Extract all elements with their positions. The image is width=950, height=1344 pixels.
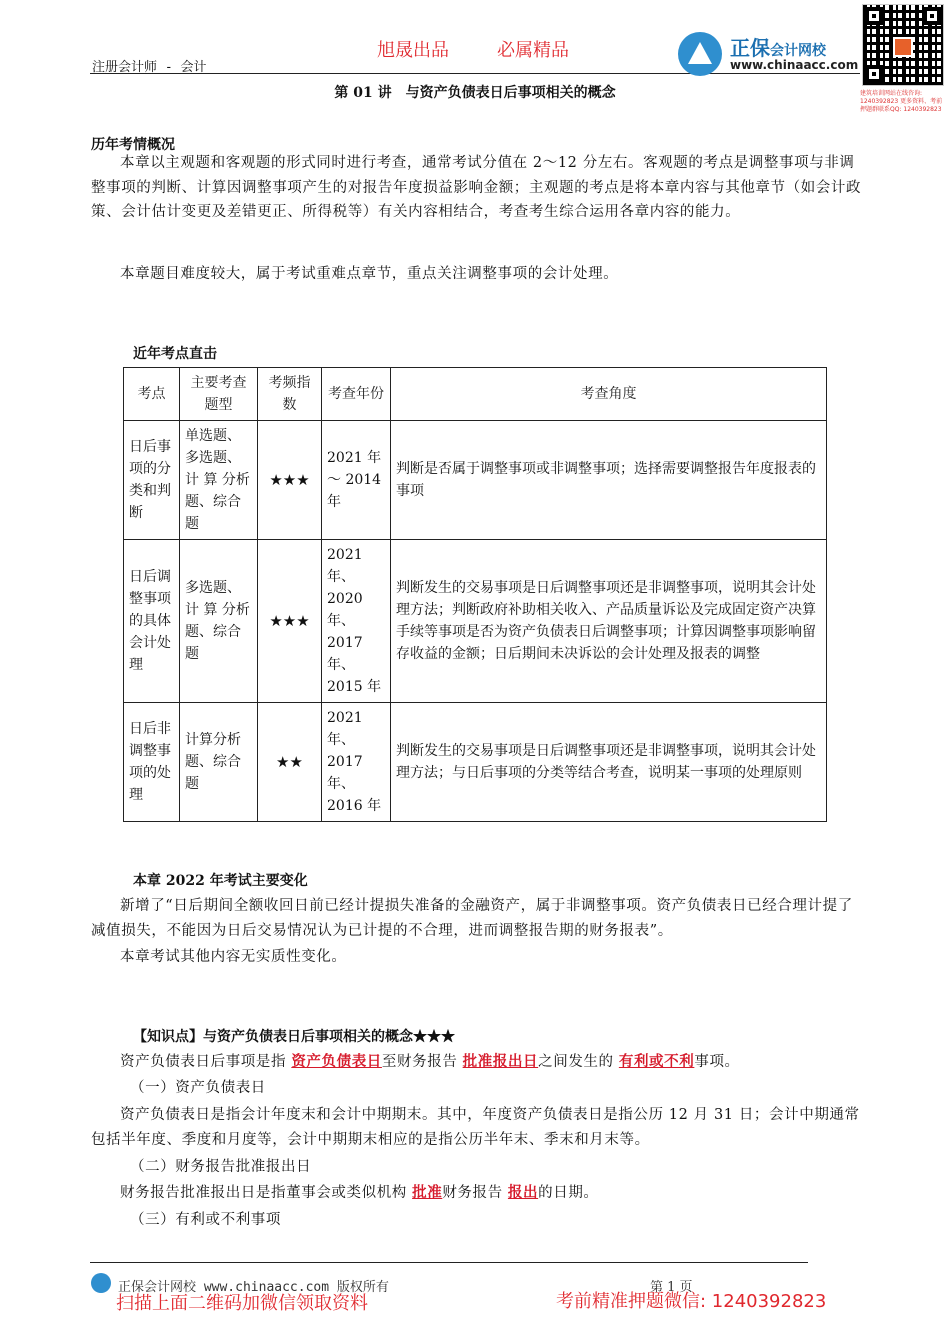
cell-point: 日后调整事项的具体会计处理 — [124, 540, 180, 703]
qr-center-logo-icon — [893, 37, 913, 57]
overview-paragraph-2: 本章题目难度较大，属于考试重难点章节，重点关注调整事项的会计处理。 — [120, 266, 619, 282]
qr-eye-icon — [923, 7, 941, 25]
footer-copyright: 正保会计网校 www.chinaacc.com 版权所有 — [118, 1280, 389, 1295]
table-row — [124, 421, 827, 540]
overview-title: 历年考情概况 — [91, 137, 175, 153]
cell-angle: 判断是否属于调整事项或非调整事项；选择需要调整报告年度报表的事项 — [391, 421, 827, 540]
definition-text: 至财务报告 — [381, 1054, 463, 1070]
table-title: 近年考点直击 — [133, 346, 217, 362]
qr-eye-icon — [865, 7, 883, 25]
lecture-title: 第 01 讲 与资产负债表日后事项相关的概念 — [334, 85, 616, 101]
cell-point: 日后非调整事项的处理 — [124, 703, 180, 822]
qr-eye-icon — [865, 65, 883, 83]
column-header: 考频指数 — [258, 368, 322, 421]
changes-paragraph-2: 本章考试其他内容无实质性变化。 — [120, 949, 347, 965]
cell-point: 日后事项的分类和判断 — [124, 421, 180, 540]
brand-logo-icon — [678, 32, 722, 76]
highlight-favorable: 有利或不利 — [618, 1053, 695, 1070]
brand-url: www.chinaacc.com — [730, 58, 859, 72]
slogan-left: 旭晟出品 — [377, 40, 449, 61]
definition-text: 的日期。 — [538, 1185, 599, 1201]
knowledge-definition — [91, 1050, 863, 1075]
changes-title: 本章 2022 年考试主要变化 — [133, 873, 308, 889]
slogan-right: 必属精品 — [497, 40, 569, 61]
highlight-balance-sheet-date: 资产负债表日 — [291, 1053, 382, 1070]
highlight-approve: 批准 — [412, 1184, 443, 1201]
table-row — [124, 540, 827, 703]
definition-text: 财务报告批准报出日是指董事会或类似机构 — [120, 1185, 413, 1201]
cell-years: 2021 年、2017 年、2016 年 — [322, 703, 391, 822]
subsection-text-1: 资产负债表日是指会计年度末和会计中期期末。其中，年度资产负债表日是指公历 12 月 31 日；会计中期通常包括半年度、季度和月度等，会计中期期末相应的是指公历半年末、季末和月末等。 — [91, 1107, 860, 1148]
cell-types: 计算分析题、综合题 — [180, 703, 258, 822]
cell-years: 2021 年、2020 年、2017 年、2015 年 — [322, 540, 391, 703]
footer-logo-icon — [91, 1273, 111, 1293]
brand-logo[interactable] — [678, 30, 858, 78]
page-number: 第 1 页 — [650, 1280, 693, 1295]
cell-types: 单选题、多选题、计 算 分析题、综合题 — [180, 421, 258, 540]
promo-left: 扫描上面二维码加微信领取资料 — [116, 1293, 368, 1314]
subsection-title-2: （二）财务报告批准报出日 — [130, 1159, 312, 1175]
exam-points-table — [123, 367, 827, 822]
cell-stars: ★★★ — [258, 421, 322, 540]
brand-name-suffix: 会计网校 — [770, 43, 826, 59]
footer-divider — [90, 1262, 808, 1263]
cell-years: 2021 年 ～ 2014 年 — [322, 421, 391, 540]
cell-angle: 判断发生的交易事项是日后调整事项还是非调整事项，说明其会计处理方法；与日后事项的分类等结合考查，说明某一事项的处理原则 — [391, 703, 827, 822]
cell-types: 多选题、计 算 分析题、综合题 — [180, 540, 258, 703]
definition-text: 资产负债表日后事项是指 — [120, 1054, 292, 1070]
subsection-title-1: （一）资产负债表日 — [130, 1080, 266, 1096]
highlight-issue: 报出 — [507, 1184, 539, 1201]
column-header: 考查角度 — [391, 368, 827, 421]
qr-code-icon[interactable] — [862, 4, 944, 86]
highlight-approval-date: 批准报出日 — [462, 1053, 539, 1070]
column-header: 考查年份 — [322, 368, 391, 421]
subsection-title-3: （三）有利或不利事项 — [130, 1212, 281, 1228]
cell-angle: 判断发生的交易事项是日后调整事项还是非调整事项，说明其会计处理方法；判断政府补助相关收入、产品质量诉讼及完成固定资产决算手续等事项是否为资产负债表日后调整事项；计算因调整事项影响留存收益的金额；日后期间未决诉讼的会计处理及报表的调整 — [391, 540, 827, 703]
knowledge-title: 【知识点】与资产负债表日后事项相关的概念★★★ — [133, 1029, 455, 1045]
subsection-text-2 — [91, 1181, 863, 1206]
table-row — [124, 703, 827, 822]
definition-text: 财务报告 — [442, 1185, 508, 1201]
brand-name: 正保 — [730, 36, 770, 60]
definition-text: 事项。 — [694, 1054, 740, 1070]
cell-stars: ★★★ — [258, 540, 322, 703]
qr-note: 建筑培训网站在线咨询: 1240392823 更多资料、考前押题群联系QQ: 1240392823 — [860, 90, 943, 113]
table-header-row — [124, 368, 827, 421]
overview-paragraph-1: 本章以主观题和客观题的形式同时进行考查，通常考试分值在 2～12 分左右。客观题的考点是调整事项与非调整事项的判断、计算因调整事项产生的对报告年度损益影响金额；主观题的考点是将本章内容与其他章节（如会计政策、会计估计变更及差错更正、所得税等）有关内容相结合，考查考生综合运用各章内容的能力。 — [91, 155, 862, 220]
definition-text: 之间发生的 — [538, 1054, 619, 1070]
cell-stars: ★★ — [258, 703, 322, 822]
subject-label: 注册会计师 - 会计 — [92, 60, 207, 75]
column-header: 主要考查题型 — [180, 368, 258, 421]
changes-paragraph-1: 新增了“日后期间全额收回日前已经计提损失准备的金融资产，属于非调整事项。资产负债表日已经合理计提了减值损失，不能因为日后交易情况认为已计提的不合理，进而调整报告期的财务报表”。 — [91, 898, 853, 939]
column-header: 考点 — [124, 368, 180, 421]
promo-right: 考前精准押题微信: 1240392823 — [556, 1291, 827, 1312]
